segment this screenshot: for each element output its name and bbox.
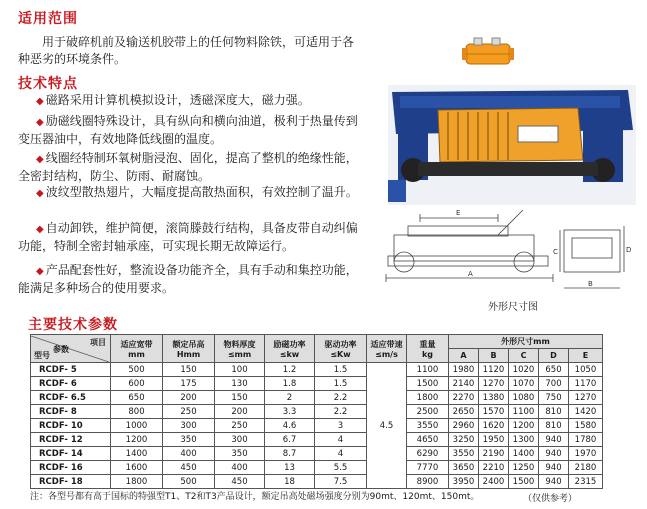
feature-item: [18, 113, 363, 148]
figure-caption: 外形尺寸图: [488, 302, 538, 313]
separator-unit-small-image: [462, 38, 514, 64]
dim-label-b: B: [588, 280, 593, 288]
table-row: RCDF- 5 500 150 100 1.2 1.5 4.5 1100 1980 1120 1020 650 1050: [31, 363, 603, 377]
dimension-labels: [456, 209, 631, 288]
header-dim-e: E: [569, 349, 603, 363]
dim-label-c: C: [553, 248, 558, 256]
feature-text: 波纹型散热翅片，大幅度提高散热面积，有效控制了温升。: [45, 185, 358, 199]
feature-text: 磁路采用计算机模拟设计，透磁深度大，磁力强。: [45, 93, 310, 107]
header-excitation: 励磁功率 ≤kw: [265, 335, 315, 363]
header-drive: 驱动功率 ≤Kw: [315, 335, 367, 363]
separator-machine-image: [388, 85, 636, 205]
feature-text: 自动卸铁，维护简便，滚筒滕鼓行结构，具备皮带自动纠偏功能，特制全密封轴承座，可实现长期无故障运行。: [18, 221, 358, 253]
feature-item: [18, 150, 363, 185]
product-figure: [378, 30, 636, 310]
scope-paragraph: [18, 34, 363, 68]
header-dim-d: D: [539, 349, 569, 363]
dim-label-e: E: [456, 209, 461, 217]
header-dim-a: A: [449, 349, 479, 363]
header-dim-c: C: [509, 349, 539, 363]
feature-item: [18, 184, 363, 202]
table-row: RCDF- 6.5 650 200 150 2 2.2 1800 2270 1380 1080 750 1270: [31, 391, 603, 405]
feature-text: 产品配套性好，整流设备功能齐全，具有手动和集控功能，能满足多种场合的使用要求。: [18, 263, 358, 295]
header-weight: 重量 kg: [407, 335, 449, 363]
header-thickness: 物料厚度 ≤mm: [215, 335, 265, 363]
footnote: 注：各型号都有高于国标的特强型T1、T2和T3产品设计，额定吊高处磁场强度分别为90mt、120mt、150mt。: [30, 492, 480, 502]
outline-dimension-drawing: [386, 210, 624, 288]
dim-label-d: D: [626, 246, 632, 254]
scope-text: 用于破碎机前及输送机胶带上的任何物料除铁，可适用于各种恶劣的环境条件。: [18, 35, 355, 66]
scope-heading: 适用范围: [18, 11, 78, 27]
table-row: RCDF- 18 1800 500 450 18 7.5 8900 3950 2400 1500 940 2315: [31, 475, 603, 489]
table-row: RCDF- 6 600 175 130 1.8 1.5 1500 2140 1270 1070 700 1170: [31, 377, 603, 391]
feature-item: [18, 220, 363, 255]
diamond-bullet-icon: ◆: [36, 188, 44, 199]
diamond-bullet-icon: ◆: [36, 96, 44, 107]
table-row: RCDF- 10 1000 300 250 4.6 3 3550 2960 1620 1200 810 1580: [31, 419, 603, 433]
feature-text: 励磁线圈特殊设计，具有纵向和横向油道，极利于热量传到变压器油中，有效地降低线圈的温度。: [18, 114, 358, 146]
dim-label-a: A: [468, 270, 473, 278]
shared-speed-cell: 4.5: [367, 363, 407, 489]
table-row: RCDF- 12 1200 350 300 6.7 4 4650 3250 1950 1300 940 1780: [31, 433, 603, 447]
feature-item: [18, 262, 363, 297]
header-dimensions: 外形尺寸mm: [449, 335, 603, 349]
diamond-bullet-icon: ◆: [36, 117, 44, 128]
table-header-row: [31, 335, 603, 349]
diamond-bullet-icon: ◆: [36, 154, 44, 165]
header-height: 额定吊高 Hmm: [163, 335, 215, 363]
header-dim-b: B: [479, 349, 509, 363]
header-width: 适应宽带 mm: [111, 335, 163, 363]
diamond-bullet-icon: ◆: [36, 224, 44, 235]
product-illustration: [378, 30, 636, 298]
spec-table: [30, 334, 603, 489]
feature-item: [18, 92, 363, 110]
header-speed: 适应带速 ≤m/s: [367, 335, 407, 363]
corner-header: 项目 参数 型号: [31, 335, 111, 363]
diamond-bullet-icon: ◆: [36, 266, 44, 277]
feature-text: 线圈经特制环氧树脂浸泡、固化，提高了整机的绝缘性能，全密封结构，防尘、防雨、耐腐蚀。: [18, 151, 358, 183]
table-title: 主要技术参数: [28, 317, 118, 333]
features-heading: 技术特点: [18, 76, 78, 92]
table-row: RCDF- 8 800 250 200 3.3 2.2 2500 2650 1570 1100 810 1420: [31, 405, 603, 419]
table-row: RCDF- 16 1600 450 400 13 5.5 7770 3650 2210 1250 940 2180: [31, 461, 603, 475]
reference-note: （仅供参考）: [523, 494, 578, 504]
table-row: RCDF- 14 1400 400 350 8.7 4 6290 3550 2190 1400 940 1970: [31, 447, 603, 461]
